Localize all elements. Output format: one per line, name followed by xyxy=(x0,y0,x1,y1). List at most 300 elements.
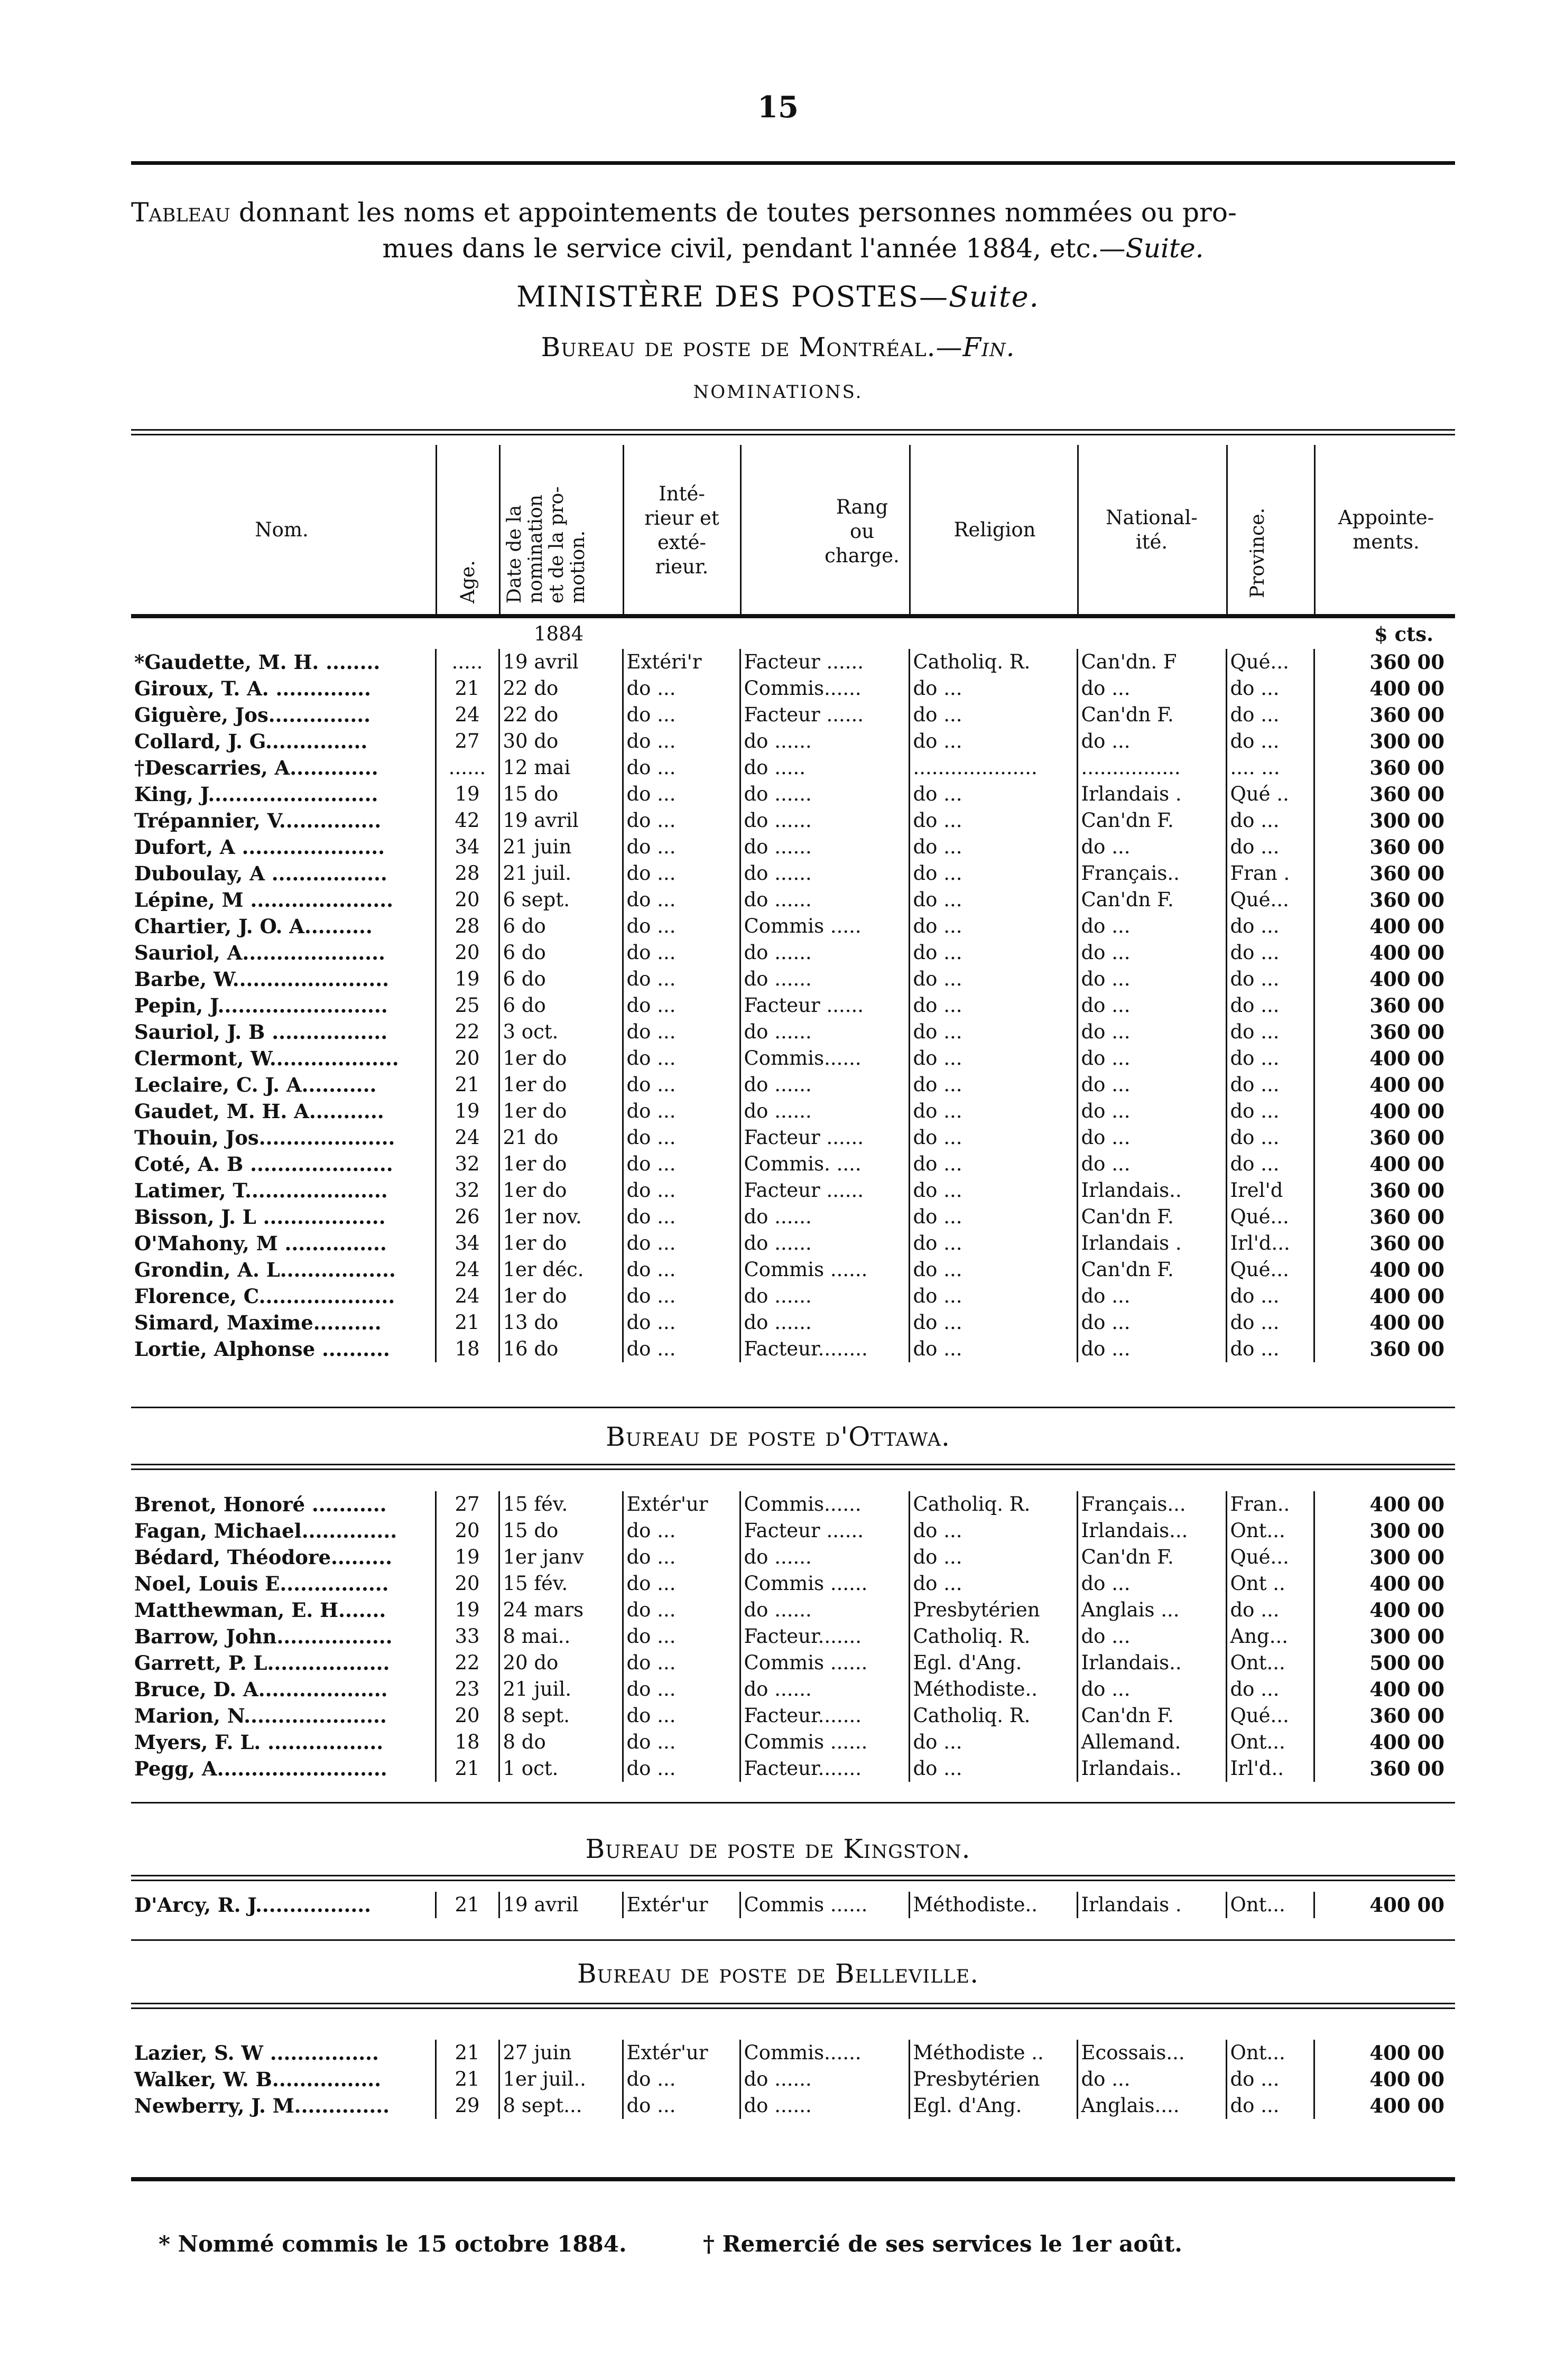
cell-age: ...... xyxy=(436,755,499,781)
cell-province: do ... xyxy=(1226,1019,1314,1045)
cell-appointements: 360 00 xyxy=(1314,887,1455,913)
cell-province: Qué .. xyxy=(1226,781,1314,807)
cell-name: Thouin, Jos.................... xyxy=(134,1126,395,1149)
cell-appointements: 300 00 xyxy=(1314,807,1455,834)
cell-province: do ... xyxy=(1226,1151,1314,1177)
cell-date: 21 juin xyxy=(499,834,623,860)
cell-interieur: do ... xyxy=(623,1336,740,1362)
cell-age: 21 xyxy=(436,1755,499,1782)
cell-rang: do ...... xyxy=(740,1676,909,1703)
cell-name: Bruce, D. A................... xyxy=(134,1678,388,1701)
cell-interieur: do ... xyxy=(623,1204,740,1230)
cell-age: 32 xyxy=(436,1177,499,1204)
header-interieur: Inté- rieur et exté- rieur. xyxy=(644,482,719,578)
header-nationalite: National- ité. xyxy=(1106,506,1198,553)
cell-rang: do ...... xyxy=(740,1597,909,1623)
table-row xyxy=(131,1650,1455,1676)
cell-nationalite: do ... xyxy=(1077,1045,1226,1072)
cell-interieur: do ... xyxy=(623,728,740,755)
cell-province: do ... xyxy=(1226,1098,1314,1124)
bureau-ottawa-title: Bureau de poste d'Ottawa. xyxy=(606,1421,950,1452)
cell-interieur: do ... xyxy=(623,1309,740,1336)
cell-province: do ... xyxy=(1226,2093,1314,2119)
table-row xyxy=(131,1544,1455,1570)
ottawa-top-rule xyxy=(131,1464,1455,1470)
cell-rang: do ...... xyxy=(740,1230,909,1257)
cell-date: 1er do xyxy=(499,1177,623,1204)
cell-rang: Facteur ...... xyxy=(740,1177,909,1204)
cell-interieur: do ... xyxy=(623,1177,740,1204)
cell-interieur: do ... xyxy=(623,1151,740,1177)
cell-name: Garrett, P. L.................. xyxy=(134,1651,390,1675)
cell-date: 3 oct. xyxy=(499,1019,623,1045)
cell-interieur: do ... xyxy=(623,1124,740,1151)
table-row xyxy=(131,1204,1455,1230)
cell-interieur: do ... xyxy=(623,807,740,834)
cell-name: Dufort, A ..................... xyxy=(134,835,385,859)
cell-date: 8 do xyxy=(499,1729,623,1755)
cell-nationalite: do ... xyxy=(1077,966,1226,992)
cell-religion: Catholiq. R. xyxy=(909,1703,1077,1729)
cell-religion: do ... xyxy=(909,1570,1077,1597)
cell-nationalite: Irlandais... xyxy=(1077,1518,1226,1544)
cell-religion: do ... xyxy=(909,1283,1077,1309)
cell-rang: do ...... xyxy=(740,1544,909,1570)
cell-name: Clermont, W................... xyxy=(134,1047,399,1070)
cell-rang: do ...... xyxy=(740,966,909,992)
cell-nationalite: do ... xyxy=(1077,2066,1226,2093)
cell-province: Ont... xyxy=(1226,1518,1314,1544)
cell-religion: do ... xyxy=(909,807,1077,834)
cell-nationalite: Ecossais... xyxy=(1077,2040,1226,2066)
cell-religion: do ... xyxy=(909,966,1077,992)
cell-date: 21 do xyxy=(499,1124,623,1151)
cell-age: 23 xyxy=(436,1676,499,1703)
cell-religion: Egl. d'Ang. xyxy=(909,1650,1077,1676)
cell-age: 34 xyxy=(436,1230,499,1257)
header-appointements: Appointe- ments. xyxy=(1338,506,1434,553)
cell-nationalite: do ... xyxy=(1077,728,1226,755)
cell-appointements: 360 00 xyxy=(1314,992,1455,1019)
cell-age: 33 xyxy=(436,1623,499,1650)
table-row xyxy=(131,1676,1455,1703)
belleville-table xyxy=(131,2040,1455,2119)
cell-nationalite: Can'dn F. xyxy=(1077,1204,1226,1230)
cell-name: Pegg, A......................... xyxy=(134,1757,387,1780)
cell-date: 1er juil.. xyxy=(499,2066,623,2093)
cell-age: 32 xyxy=(436,1151,499,1177)
cell-appointements: 360 00 xyxy=(1314,1177,1455,1204)
top-rule xyxy=(131,161,1455,165)
cell-name: Lazier, S. W ................ xyxy=(134,2041,379,2065)
table-row xyxy=(131,1623,1455,1650)
cell-province: do ... xyxy=(1226,807,1314,834)
cell-interieur: do ... xyxy=(623,2093,740,2119)
header-rang: Rang ou charge. xyxy=(825,496,900,567)
table-row xyxy=(131,1177,1455,1204)
cell-appointements: 300 00 xyxy=(1314,1518,1455,1544)
table-row xyxy=(131,1597,1455,1623)
cell-appointements: 300 00 xyxy=(1314,728,1455,755)
cell-date: 6 do xyxy=(499,966,623,992)
cell-appointements: 360 00 xyxy=(1314,1230,1455,1257)
header-age: Age. xyxy=(457,560,479,603)
cell-date: 6 sept. xyxy=(499,887,623,913)
cell-appointements: 500 00 xyxy=(1314,1650,1455,1676)
cell-province: Qué... xyxy=(1226,1703,1314,1729)
cell-name: Chartier, J. O. A.......... xyxy=(134,915,373,938)
cell-rang: Commis ..... xyxy=(740,913,909,940)
cell-religion: do ... xyxy=(909,1204,1077,1230)
cell-nationalite: do ... xyxy=(1077,1676,1226,1703)
cell-interieur: do ... xyxy=(623,1019,740,1045)
cell-age: 20 xyxy=(436,940,499,966)
cell-interieur: do ... xyxy=(623,1098,740,1124)
cell-date: 20 do xyxy=(499,1650,623,1676)
cell-nationalite: Can'dn F. xyxy=(1077,1544,1226,1570)
cell-age: 21 xyxy=(436,1072,499,1098)
header-bottom-rule xyxy=(131,614,1455,618)
cell-interieur: do ... xyxy=(623,1544,740,1570)
cell-age: 24 xyxy=(436,702,499,728)
table-row xyxy=(131,1729,1455,1755)
cell-date: 8 sept... xyxy=(499,2093,623,2119)
cell-province: do ... xyxy=(1226,1045,1314,1072)
cell-rang: Commis...... xyxy=(740,675,909,702)
table-row xyxy=(131,1491,1455,1518)
cell-religion: do ... xyxy=(909,1729,1077,1755)
cell-religion: do ... xyxy=(909,1072,1077,1098)
cell-religion: Presbytérien xyxy=(909,1597,1077,1623)
cell-province: Ont... xyxy=(1226,1892,1314,1918)
cell-province: Ont... xyxy=(1226,1729,1314,1755)
cell-interieur: do ... xyxy=(623,1623,740,1650)
table-row xyxy=(131,1283,1455,1309)
cell-nationalite: do ... xyxy=(1077,1283,1226,1309)
cell-age: 20 xyxy=(436,1518,499,1544)
cell-date: 8 sept. xyxy=(499,1703,623,1729)
cell-religion: Méthodiste.. xyxy=(909,1676,1077,1703)
cell-province: do ... xyxy=(1226,992,1314,1019)
cell-name: Sauriol, J. B ................. xyxy=(134,1020,388,1044)
cell-appointements: 400 00 xyxy=(1314,940,1455,966)
cell-age: 27 xyxy=(436,1491,499,1518)
cell-interieur: Extér'ur xyxy=(623,2040,740,2066)
cell-appointements: 400 00 xyxy=(1314,1151,1455,1177)
cell-name: Giguère, Jos............... xyxy=(134,703,371,727)
belleville-top-rule xyxy=(131,2003,1455,2009)
cell-age: 21 xyxy=(436,1309,499,1336)
cell-rang: do ...... xyxy=(740,781,909,807)
kingston-top-rule xyxy=(131,1875,1455,1881)
table-row xyxy=(131,781,1455,807)
cell-rang: do ...... xyxy=(740,1204,909,1230)
cell-rang: do ...... xyxy=(740,728,909,755)
cell-rang: do ...... xyxy=(740,2066,909,2093)
cell-interieur: do ... xyxy=(623,1755,740,1782)
cell-age: 19 xyxy=(436,966,499,992)
table-row xyxy=(131,1045,1455,1072)
cell-age: 21 xyxy=(436,2066,499,2093)
cell-appointements: 400 00 xyxy=(1314,913,1455,940)
cell-religion: do ... xyxy=(909,1336,1077,1362)
cell-age: 28 xyxy=(436,860,499,887)
cell-appointements: 360 00 xyxy=(1314,649,1455,675)
cell-interieur: do ... xyxy=(623,1283,740,1309)
cell-date: 1er do xyxy=(499,1230,623,1257)
header-religion: Religion xyxy=(953,518,1036,541)
cell-nationalite: Can'dn F. xyxy=(1077,887,1226,913)
table-row xyxy=(131,1518,1455,1544)
cell-rang: do ...... xyxy=(740,940,909,966)
cell-rang: Commis ...... xyxy=(740,1729,909,1755)
cell-province: do ... xyxy=(1226,1124,1314,1151)
cell-appointements: 400 00 xyxy=(1314,2040,1455,2066)
cell-nationalite: do ... xyxy=(1077,675,1226,702)
cell-interieur: do ... xyxy=(623,1570,740,1597)
cell-age: 18 xyxy=(436,1336,499,1362)
ottawa-table xyxy=(131,1491,1455,1782)
cell-name: Lortie, Alphonse .......... xyxy=(134,1337,390,1361)
cell-province: do ... xyxy=(1226,834,1314,860)
cell-name: Lépine, M ..................... xyxy=(134,888,394,912)
cell-date: 1 oct. xyxy=(499,1755,623,1782)
table-row xyxy=(131,702,1455,728)
cell-religion: Catholiq. R. xyxy=(909,649,1077,675)
cell-nationalite: ................ xyxy=(1077,755,1226,781)
cell-appointements: 360 00 xyxy=(1314,1019,1455,1045)
cell-interieur: do ... xyxy=(623,1650,740,1676)
table-row xyxy=(131,860,1455,887)
cell-rang: Facteur ...... xyxy=(740,1518,909,1544)
cell-interieur: do ... xyxy=(623,1518,740,1544)
cell-name: Giroux, T. A. .............. xyxy=(134,677,371,700)
cell-rang: do ...... xyxy=(740,860,909,887)
cell-province: Ont... xyxy=(1226,1650,1314,1676)
cell-date: 19 avril xyxy=(499,807,623,834)
montreal-end-rule xyxy=(131,1407,1455,1408)
intro-line-2: mues dans le service civil, pendant l'année 1884, etc.— xyxy=(382,233,1126,264)
cell-age: 18 xyxy=(436,1729,499,1755)
cell-name: Myers, F. L. ................. xyxy=(134,1731,384,1754)
cell-rang: do ...... xyxy=(740,887,909,913)
cell-appointements: 360 00 xyxy=(1314,1124,1455,1151)
cell-date: 22 do xyxy=(499,675,623,702)
cell-province: do ... xyxy=(1226,1283,1314,1309)
cell-religion: do ... xyxy=(909,992,1077,1019)
cell-date: 15 do xyxy=(499,1518,623,1544)
cell-rang: Commis. .... xyxy=(740,1151,909,1177)
cell-province: do ... xyxy=(1226,702,1314,728)
cell-nationalite: do ... xyxy=(1077,1019,1226,1045)
cell-religion: do ... xyxy=(909,1518,1077,1544)
cell-appointements: 400 00 xyxy=(1314,966,1455,992)
cell-name: O'Mahony, M ............... xyxy=(134,1232,387,1255)
cell-interieur: do ... xyxy=(623,860,740,887)
cell-appointements: 400 00 xyxy=(1314,2066,1455,2093)
cell-appointements: 400 00 xyxy=(1314,1491,1455,1518)
cell-interieur: do ... xyxy=(623,940,740,966)
cell-interieur: do ... xyxy=(623,755,740,781)
cell-nationalite: do ... xyxy=(1077,1151,1226,1177)
cell-appointements: 300 00 xyxy=(1314,1623,1455,1650)
table-row xyxy=(131,2066,1455,2093)
cell-rang: Commis ...... xyxy=(740,1892,909,1918)
cell-age: 29 xyxy=(436,2093,499,2119)
cell-date: 1er do xyxy=(499,1098,623,1124)
table-row xyxy=(131,1755,1455,1782)
cell-interieur: Extér'ur xyxy=(623,1892,740,1918)
cell-name: Matthewman, E. H....... xyxy=(134,1598,386,1622)
cell-religion: do ... xyxy=(909,940,1077,966)
cell-rang: Facteur ...... xyxy=(740,992,909,1019)
cell-date: 27 juin xyxy=(499,2040,623,2066)
cell-name: Leclaire, C. J. A........... xyxy=(134,1073,377,1096)
cell-age: 19 xyxy=(436,1544,499,1570)
footnote-dagger: † Remercié de ses services le 1er août. xyxy=(703,2231,1182,2257)
cell-religion: .................... xyxy=(909,755,1077,781)
cell-rang: do ...... xyxy=(740,1098,909,1124)
cell-age: 20 xyxy=(436,1045,499,1072)
cell-name: Brenot, Honoré ........... xyxy=(134,1493,387,1516)
cell-province: Ont... xyxy=(1226,2040,1314,2066)
cell-interieur: do ... xyxy=(623,913,740,940)
header-province: Province. xyxy=(1247,507,1268,598)
cell-rang: Commis...... xyxy=(740,1045,909,1072)
cell-province: do ... xyxy=(1226,675,1314,702)
cell-rang: do ..... xyxy=(740,755,909,781)
cell-date: 22 do xyxy=(499,702,623,728)
footnote-star: * Nommé commis le 15 octobre 1884. xyxy=(159,2231,627,2257)
header-date-3: et de la pro- xyxy=(546,486,568,603)
cell-nationalite: Français... xyxy=(1077,1491,1226,1518)
cell-nationalite: do ... xyxy=(1077,940,1226,966)
cell-nationalite: do ... xyxy=(1077,1124,1226,1151)
cell-province: do ... xyxy=(1226,1676,1314,1703)
year-label: 1884 xyxy=(534,622,584,645)
bureau-kingston-title: Bureau de poste de Kingston. xyxy=(585,1834,971,1864)
header-date-1: Date de la xyxy=(504,505,525,603)
cell-appointements: 400 00 xyxy=(1314,2093,1455,2119)
cell-date: 15 fév. xyxy=(499,1491,623,1518)
cell-date: 16 do xyxy=(499,1336,623,1362)
cell-interieur: do ... xyxy=(623,966,740,992)
cell-rang: Commis ...... xyxy=(740,1570,909,1597)
cell-age: 26 xyxy=(436,1204,499,1230)
cell-date: 13 do xyxy=(499,1309,623,1336)
nominations-label: NOMINATIONS. xyxy=(693,382,863,403)
cell-name: Barbe, W....................... xyxy=(134,968,389,991)
header-date-2: nomination xyxy=(525,495,547,603)
cell-date: 12 mai xyxy=(499,755,623,781)
cell-age: 34 xyxy=(436,834,499,860)
cell-age: 20 xyxy=(436,1703,499,1729)
cell-name: Pepin, J......................... xyxy=(134,994,388,1017)
cell-nationalite: Can'dn. F xyxy=(1077,649,1226,675)
table-row xyxy=(131,887,1455,913)
cell-nationalite: Français.. xyxy=(1077,860,1226,887)
table-row xyxy=(131,913,1455,940)
cell-religion: do ... xyxy=(909,860,1077,887)
header-top-rule xyxy=(131,429,1455,435)
header-nom: Nom. xyxy=(255,518,309,541)
montreal-table xyxy=(131,649,1455,1362)
cell-province: Irel'd xyxy=(1226,1177,1314,1204)
cell-religion: do ... xyxy=(909,728,1077,755)
cell-rang: Facteur ...... xyxy=(740,702,909,728)
cell-province: do ... xyxy=(1226,1309,1314,1336)
table-row xyxy=(131,728,1455,755)
cell-name: Collard, J. G............... xyxy=(134,730,368,753)
cell-appointements: 360 00 xyxy=(1314,860,1455,887)
cell-religion: Presbytérien xyxy=(909,2066,1077,2093)
cell-province: do ... xyxy=(1226,728,1314,755)
cell-nationalite: Allemand. xyxy=(1077,1729,1226,1755)
table-row xyxy=(131,755,1455,781)
cell-age: 24 xyxy=(436,1124,499,1151)
cell-province: Qué... xyxy=(1226,1544,1314,1570)
cell-date: 6 do xyxy=(499,940,623,966)
cell-religion: do ... xyxy=(909,781,1077,807)
cell-name: Fagan, Michael.............. xyxy=(134,1519,397,1542)
bottom-rule xyxy=(131,2177,1455,2181)
cell-religion: do ... xyxy=(909,1177,1077,1204)
cell-name: Marion, N..................... xyxy=(134,1704,387,1727)
cell-province: Fran . xyxy=(1226,860,1314,887)
cell-age: 20 xyxy=(436,1570,499,1597)
cell-date: 1er janv xyxy=(499,1544,623,1570)
cell-rang: Facteur ...... xyxy=(740,649,909,675)
cell-name: Noel, Louis E................ xyxy=(134,1572,389,1595)
cell-rang: do ...... xyxy=(740,807,909,834)
table-row xyxy=(131,992,1455,1019)
cell-interieur: do ... xyxy=(623,887,740,913)
cell-nationalite: Anglais ... xyxy=(1077,1597,1226,1623)
cell-nationalite: do ... xyxy=(1077,834,1226,860)
cell-appointements: 400 00 xyxy=(1314,675,1455,702)
table-row xyxy=(131,1309,1455,1336)
cell-province: Ont .. xyxy=(1226,1570,1314,1597)
cell-rang: do ...... xyxy=(740,834,909,860)
cell-province: do ... xyxy=(1226,913,1314,940)
cell-rang: do ...... xyxy=(740,1283,909,1309)
cell-appointements: 400 00 xyxy=(1314,1283,1455,1309)
cell-religion: do ... xyxy=(909,675,1077,702)
cell-religion: do ... xyxy=(909,1544,1077,1570)
intro-tableau: Tableau xyxy=(131,197,230,228)
page-number: 15 xyxy=(757,90,799,125)
cell-appointements: 360 00 xyxy=(1314,702,1455,728)
table-row xyxy=(131,1703,1455,1729)
cell-appointements: 400 00 xyxy=(1314,1570,1455,1597)
cell-name: Grondin, A. L................. xyxy=(134,1258,396,1281)
cell-rang: do ...... xyxy=(740,1072,909,1098)
cell-nationalite: do ... xyxy=(1077,1570,1226,1597)
cell-date: 6 do xyxy=(499,992,623,1019)
cell-name: Bédard, Théodore......... xyxy=(134,1546,392,1569)
kingston-end-rule xyxy=(131,1939,1455,1941)
cell-nationalite: do ... xyxy=(1077,913,1226,940)
cell-age: 21 xyxy=(436,2040,499,2066)
cell-religion: do ... xyxy=(909,887,1077,913)
cell-religion: do ... xyxy=(909,1151,1077,1177)
cell-rang: Commis...... xyxy=(740,1491,909,1518)
cell-appointements: 360 00 xyxy=(1314,1755,1455,1782)
cell-nationalite: Can'dn F. xyxy=(1077,807,1226,834)
cell-nationalite: Can'dn F. xyxy=(1077,1257,1226,1283)
cell-age: 22 xyxy=(436,1019,499,1045)
cell-appointements: 400 00 xyxy=(1314,1257,1455,1283)
